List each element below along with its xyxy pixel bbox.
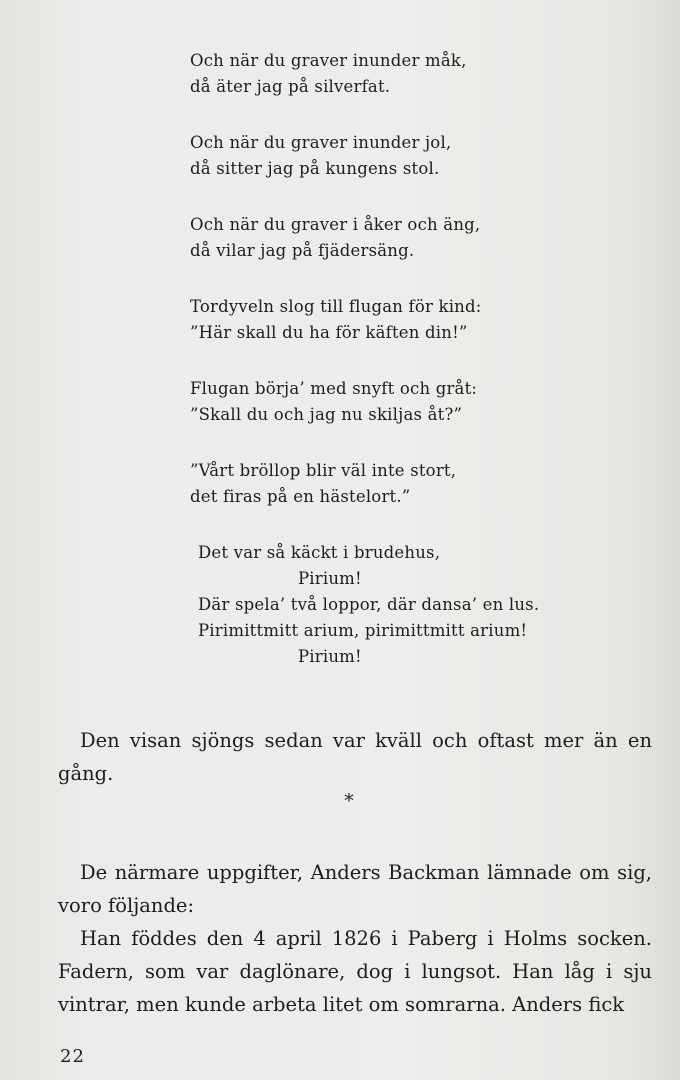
paragraph: De närmare uppgifter, Anders Backman lämnade om sig, voro följande: [58,861,652,917]
poem [190,48,630,700]
poem-line: ”Här skall du ha för käften din!” [190,323,468,342]
page-number: 22 [60,1046,85,1067]
poem-line: Det var så käckt i brudehus, [198,543,441,562]
stanza-2 [190,130,630,182]
stanza-4 [190,294,630,346]
poem-line: ”Vårt bröllop blir väl inte stort, [190,461,457,480]
stanza-6 [190,458,630,510]
prose-block-2 [58,856,652,1021]
poem-line: Tordyveln slog till flugan för kind: [190,297,482,316]
poem-line: då äter jag på silverfat. [190,77,391,96]
poem-line: ”Skall du och jag nu skiljas åt?” [190,405,463,424]
poem-line: det firas på en hästelort.” [190,487,411,506]
poem-refrain: Pirium! [298,647,362,666]
poem-line: då sitter jag på kungens stol. [190,159,440,178]
poem-line: Flugan börja’ med snyft och gråt: [190,379,478,398]
poem-refrain: Pirium! [298,569,362,588]
poem-line: Och när du graver inunder måk, [190,51,467,70]
poem-line: Pirimittmitt arium, pirimittmitt arium! [198,621,528,640]
poem-line: Och när du graver inunder jol, [190,133,452,152]
section-separator: * [344,790,354,812]
paragraph: Den visan sjöngs sedan var kväll och oftast mer än en gång. [58,729,652,785]
poem-line: Och när du graver i åker och äng, [190,215,481,234]
prose-block-1 [58,724,652,790]
stanza-5 [190,376,630,428]
stanza-7 [198,540,630,670]
paragraph: Han föddes den 4 april 1826 i Paberg i Holms socken. Fadern, som var daglönare, dog i lungsot. Han låg i sju vintrar, men kunde arbeta litet om somrarna. Anders fick [58,927,652,1016]
poem-line: Där spela’ två loppor, där dansa’ en lus. [198,595,540,614]
stanza-1 [190,48,630,100]
poem-line: då vilar jag på fjädersäng. [190,241,415,260]
stanza-3 [190,212,630,264]
